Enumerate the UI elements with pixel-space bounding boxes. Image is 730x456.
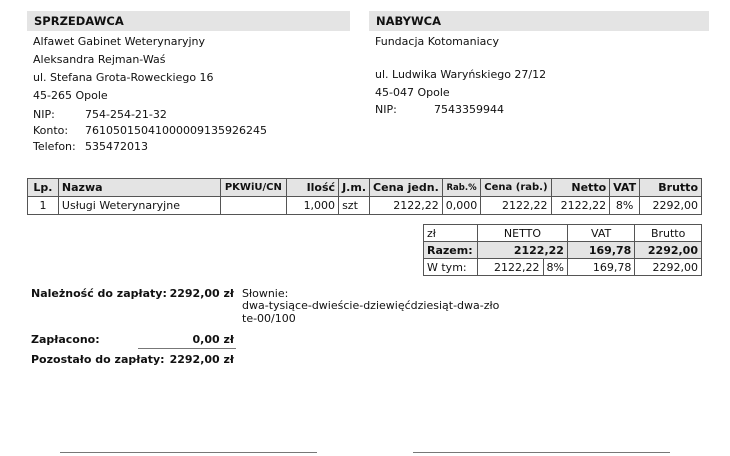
paid-label: Zapłacono: [31, 333, 100, 346]
summary-incl-label: W tym: [424, 259, 478, 276]
row-net: 2122,22 [551, 197, 610, 215]
seller-signature-line [60, 452, 317, 453]
seller-header: SPRZEDAWCA [27, 11, 350, 31]
col-gross: Brutto [640, 179, 702, 197]
seller-nip-label: NIP: [33, 108, 55, 121]
row-name: Usługi Weterynaryjne [58, 197, 220, 215]
row-vat: 8% [610, 197, 640, 215]
seller-person: Aleksandra Rejman-Waś [33, 53, 166, 66]
col-unit-price: Cena jedn. [370, 179, 443, 197]
summary-incl-row [424, 259, 702, 276]
seller-city: 45-265 Opole [33, 89, 108, 102]
due-label: Należność do zapłaty: [31, 287, 167, 300]
summary-incl-gross: 2292,00 [635, 259, 702, 276]
words-label: Słownie: [242, 287, 289, 300]
seller-name: Alfawet Gabinet Weterynaryjny [33, 35, 206, 48]
summary-total-net: 2122,22 [477, 242, 567, 259]
row-lp: 1 [28, 197, 59, 215]
summary-header-row [424, 225, 702, 242]
seller-account-label: Konto: [33, 124, 69, 137]
summary-total-vat: 169,78 [567, 242, 634, 259]
summary-currency: zł [424, 225, 478, 242]
summary-total-label: Razem: [424, 242, 478, 259]
col-price-after: Cena (rab.) [481, 179, 551, 197]
row-price-after: 2122,22 [481, 197, 551, 215]
summary-net-label: NETTO [477, 225, 567, 242]
items-table [27, 178, 702, 215]
row-gross: 2292,00 [640, 197, 702, 215]
col-lp: Lp. [28, 179, 59, 197]
items-header-row [28, 179, 702, 197]
summary-incl-net: 2122,22 [477, 259, 543, 276]
seller-nip: 754-254-21-32 [85, 108, 167, 121]
col-unit: J.m. [339, 179, 370, 197]
buyer-city: 45-047 Opole [375, 86, 450, 99]
buyer-signature-line [413, 452, 670, 453]
summary-gross-label: Brutto [635, 225, 702, 242]
summary-total-row [424, 242, 702, 259]
seller-street: ul. Stefana Grota-Roweckiego 16 [33, 71, 214, 84]
seller-account: 76105015041000009135926245 [85, 124, 267, 137]
seller-phone: 535472013 [85, 140, 148, 153]
words-line-2: te-00/100 [242, 312, 296, 325]
col-vat: VAT [610, 179, 640, 197]
summary-incl-rate: 8% [543, 259, 567, 276]
table-row [28, 197, 702, 215]
words-line-1: dwa-tysiące-dwieście-dziewięćdziesiąt-dwa-zło [242, 299, 500, 312]
paid-value: 0,00 zł [192, 333, 234, 346]
row-unit-price: 2122,22 [370, 197, 443, 215]
summary-table [423, 224, 702, 276]
col-name: Nazwa [58, 179, 220, 197]
col-net: Netto [551, 179, 610, 197]
summary-total-gross: 2292,00 [635, 242, 702, 259]
buyer-nip-label: NIP: [375, 103, 397, 116]
col-qty: Ilość [287, 179, 339, 197]
col-discount: Rab.% [442, 179, 481, 197]
row-pkwiu [220, 197, 286, 215]
buyer-header: NABYWCA [369, 11, 709, 31]
summary-vat-label: VAT [567, 225, 634, 242]
buyer-nip: 7543359944 [434, 103, 504, 116]
remaining-label: Pozostało do zapłaty: [31, 353, 165, 366]
row-discount: 0,000 [442, 197, 481, 215]
row-unit: szt [339, 197, 370, 215]
buyer-street: ul. Ludwika Waryńskiego 27/12 [375, 68, 547, 81]
buyer-name: Fundacja Kotomaniacy [375, 35, 499, 48]
paid-underline [138, 348, 236, 349]
summary-incl-vat: 169,78 [567, 259, 634, 276]
remaining-value: 2292,00 zł [169, 353, 234, 366]
row-qty: 1,000 [287, 197, 339, 215]
seller-phone-label: Telefon: [33, 140, 76, 153]
col-pkwiu: PKWiU/CN [220, 179, 286, 197]
due-value: 2292,00 zł [169, 287, 234, 300]
